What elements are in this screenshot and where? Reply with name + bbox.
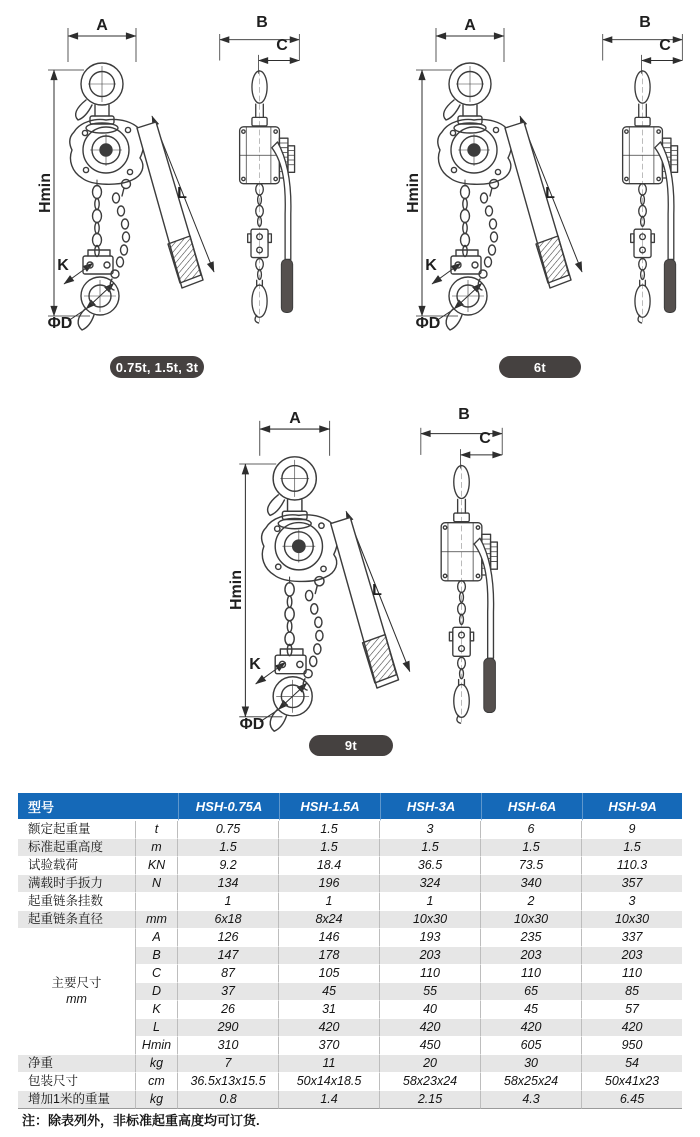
spec-value: 7 xyxy=(178,1055,279,1073)
spec-value: 147 xyxy=(178,947,279,965)
spec-row-label: 额定起重量 xyxy=(18,821,136,839)
spec-value: 3 xyxy=(380,821,481,839)
spec-value: 950 xyxy=(582,1037,682,1055)
spec-value: 340 xyxy=(481,875,582,893)
dim-label-phid: ΦD xyxy=(47,315,73,332)
dim-label-hmin: Hmin xyxy=(228,570,245,610)
spec-value: 1.5 xyxy=(481,839,582,857)
spec-unit: m xyxy=(136,839,178,857)
spec-value: 1 xyxy=(380,893,481,911)
dim-label-l: L xyxy=(177,185,187,202)
spec-unit: t xyxy=(136,821,178,839)
hoist-drawing-group-9t xyxy=(213,395,513,757)
spec-unit: kg xyxy=(136,1091,178,1109)
table-row xyxy=(18,911,682,929)
spec-value: 110.3 xyxy=(582,857,682,875)
spec-value: 50x14x18.5 xyxy=(279,1073,380,1091)
spec-row-label: 满载时手扳力 xyxy=(18,875,136,893)
dim-label-hmin: Hmin xyxy=(405,173,422,213)
spec-row-label: 净重 xyxy=(18,1055,136,1073)
spec-value: 6 xyxy=(481,821,582,839)
dim-label-a: A xyxy=(96,17,108,34)
capacity-badge: 6t xyxy=(499,356,581,378)
spec-value: 235 xyxy=(481,929,582,947)
spec-value: 1 xyxy=(178,893,279,911)
spec-unit: Hmin xyxy=(136,1037,178,1055)
dim-label-k: K xyxy=(57,257,69,274)
spec-value: 126 xyxy=(178,929,279,947)
spec-value: 37 xyxy=(178,983,279,1001)
dim-label-phid: ΦD xyxy=(415,315,441,332)
spec-value: 87 xyxy=(178,965,279,983)
dim-label-a: A xyxy=(464,17,476,34)
spec-row-label: 包装尺寸 xyxy=(18,1073,136,1091)
spec-value: 1.5 xyxy=(582,839,682,857)
spec-value: 55 xyxy=(380,983,481,1001)
footnote: 注：除表列外，非标准起重高度均可订货. xyxy=(22,1113,260,1128)
spec-value: 203 xyxy=(380,947,481,965)
spec-value: 3 xyxy=(582,893,682,911)
capacity-badge: 0.75t, 1.5t, 3t xyxy=(110,356,204,378)
hoist-drawing-group-075-15-3t xyxy=(30,8,320,356)
spec-value: 420 xyxy=(582,1019,682,1037)
spec-value: 110 xyxy=(582,965,682,983)
spec-value: 0.8 xyxy=(178,1091,279,1109)
spec-value: 146 xyxy=(279,929,380,947)
spec-dim-group-label: 主要尺寸 mm xyxy=(18,929,136,1055)
spec-value: 420 xyxy=(481,1019,582,1037)
dim-label-k: K xyxy=(425,257,437,274)
spec-value: 337 xyxy=(582,929,682,947)
dim-label-b: B xyxy=(256,14,268,31)
spec-value: 357 xyxy=(582,875,682,893)
table-row xyxy=(18,929,682,947)
table-row xyxy=(18,1091,682,1109)
spec-row-label: 起重链条挂数 xyxy=(18,893,136,911)
spec-value: 110 xyxy=(481,965,582,983)
spec-value: 1.5 xyxy=(279,839,380,857)
spec-value: 193 xyxy=(380,929,481,947)
spec-value: 18.4 xyxy=(279,857,380,875)
spec-value: 45 xyxy=(481,1001,582,1019)
dim-label-c: C xyxy=(479,430,491,447)
table-row xyxy=(18,893,682,911)
spec-value: 1.4 xyxy=(279,1091,380,1109)
dim-label-l: L xyxy=(545,185,555,202)
spec-value: 324 xyxy=(380,875,481,893)
table-row xyxy=(18,821,682,839)
spec-table xyxy=(18,793,682,1109)
spec-unit: mm xyxy=(136,911,178,929)
spec-unit: cm xyxy=(136,1073,178,1091)
spec-row-label: 增加1米的重量 xyxy=(18,1091,136,1109)
hoist-front-view-drawing xyxy=(37,18,220,338)
spec-header-model: HSH-0.75A xyxy=(178,793,279,821)
table-row xyxy=(18,857,682,875)
spec-value: 10x30 xyxy=(380,911,481,929)
dim-label-k: K xyxy=(249,656,261,673)
spec-value: 58x25x24 xyxy=(481,1073,582,1091)
spec-value: 73.5 xyxy=(481,857,582,875)
spec-value: 6x18 xyxy=(178,911,279,929)
spec-value: 57 xyxy=(582,1001,682,1019)
spec-unit: C xyxy=(136,965,178,983)
spec-value: 20 xyxy=(380,1055,481,1073)
spec-unit: KN xyxy=(136,857,178,875)
spec-value: 58x23x24 xyxy=(380,1073,481,1091)
spec-value: 10x30 xyxy=(481,911,582,929)
hoist-side-view-drawing xyxy=(416,410,508,740)
spec-value: 290 xyxy=(178,1019,279,1037)
spec-value: 40 xyxy=(380,1001,481,1019)
spec-value: 178 xyxy=(279,947,380,965)
spec-value: 45 xyxy=(279,983,380,1001)
spec-value: 26 xyxy=(178,1001,279,1019)
spec-header-model: HSH-9A xyxy=(582,793,682,821)
hoist-front-view-drawing xyxy=(405,18,588,338)
hoist-side-view-drawing xyxy=(215,18,305,338)
spec-value: 134 xyxy=(178,875,279,893)
dim-label-c: C xyxy=(659,37,671,54)
dim-label-b: B xyxy=(639,14,651,31)
spec-value: 30 xyxy=(481,1055,582,1073)
hoist-front-view-drawing xyxy=(228,410,416,740)
spec-value: 203 xyxy=(582,947,682,965)
spec-value: 310 xyxy=(178,1037,279,1055)
spec-value: 2 xyxy=(481,893,582,911)
dim-label-hmin: Hmin xyxy=(37,173,54,213)
spec-value: 105 xyxy=(279,965,380,983)
spec-unit: B xyxy=(136,947,178,965)
spec-value: 11 xyxy=(279,1055,380,1073)
spec-unit: K xyxy=(136,1001,178,1019)
table-row xyxy=(18,1073,682,1091)
spec-value: 0.75 xyxy=(178,821,279,839)
spec-header-model: HSH-6A xyxy=(481,793,582,821)
spec-value: 36.5x13x15.5 xyxy=(178,1073,279,1091)
spec-value: 4.3 xyxy=(481,1091,582,1109)
spec-value: 1.5 xyxy=(279,821,380,839)
dim-label-phid: ΦD xyxy=(239,716,265,733)
spec-header-model: HSH-3A xyxy=(380,793,481,821)
spec-value: 196 xyxy=(279,875,380,893)
spec-value: 8x24 xyxy=(279,911,380,929)
spec-value: 9.2 xyxy=(178,857,279,875)
spec-table-body xyxy=(18,821,682,1109)
spec-header-model-label: 型号 xyxy=(18,793,178,821)
spec-value: 65 xyxy=(481,983,582,1001)
spec-value: 370 xyxy=(279,1037,380,1055)
spec-value: 9 xyxy=(582,821,682,839)
spec-unit: kg xyxy=(136,1055,178,1073)
spec-value: 203 xyxy=(481,947,582,965)
spec-value: 110 xyxy=(380,965,481,983)
spec-row-label: 起重链条直径 xyxy=(18,911,136,929)
spec-value: 6.45 xyxy=(582,1091,682,1109)
spec-header-row xyxy=(18,793,682,821)
spec-value: 605 xyxy=(481,1037,582,1055)
hoist-drawing-group-6t xyxy=(398,8,693,356)
spec-unit: A xyxy=(136,929,178,947)
spec-unit: L xyxy=(136,1019,178,1037)
spec-value: 450 xyxy=(380,1037,481,1055)
spec-unit: D xyxy=(136,983,178,1001)
spec-value: 10x30 xyxy=(582,911,682,929)
spec-row-label: 试验载荷 xyxy=(18,857,136,875)
table-row xyxy=(18,1055,682,1073)
spec-value: 85 xyxy=(582,983,682,1001)
spec-header-model: HSH-1.5A xyxy=(279,793,380,821)
dim-label-c: C xyxy=(276,37,288,54)
spec-value: 1.5 xyxy=(380,839,481,857)
spec-value: 1.5 xyxy=(178,839,279,857)
spec-value: 50x41x23 xyxy=(582,1073,682,1091)
spec-unit xyxy=(136,893,178,911)
dim-label-l: L xyxy=(372,582,382,599)
hoist-side-view-drawing xyxy=(598,18,688,338)
capacity-badge: 9t xyxy=(309,735,393,756)
table-row xyxy=(18,839,682,857)
dim-label-b: B xyxy=(458,406,470,423)
spec-unit: N xyxy=(136,875,178,893)
dim-label-a: A xyxy=(289,410,301,427)
table-row xyxy=(18,875,682,893)
spec-value: 2.15 xyxy=(380,1091,481,1109)
spec-value: 31 xyxy=(279,1001,380,1019)
spec-row-label: 标准起重高度 xyxy=(18,839,136,857)
spec-value: 54 xyxy=(582,1055,682,1073)
spec-value: 36.5 xyxy=(380,857,481,875)
spec-value: 420 xyxy=(380,1019,481,1037)
spec-value: 420 xyxy=(279,1019,380,1037)
spec-value: 1 xyxy=(279,893,380,911)
